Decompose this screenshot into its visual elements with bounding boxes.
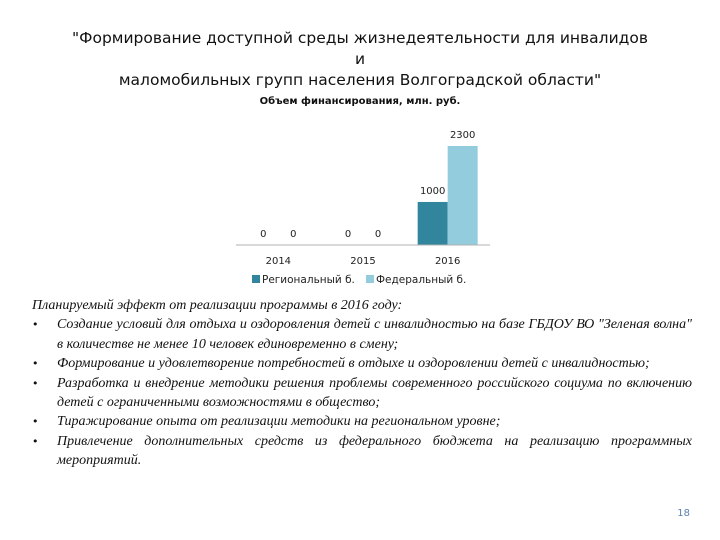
data-label: 1000 bbox=[419, 185, 446, 197]
x-tick-label: 2014 bbox=[265, 256, 292, 267]
effect-item bbox=[32, 412, 692, 431]
data-label: 0 bbox=[344, 229, 352, 240]
effect-item-text: Тиражирование опыта от реализации методики на региональном уровне; bbox=[57, 414, 501, 430]
x-tick-label: 2015 bbox=[350, 256, 376, 267]
data-label: 0 bbox=[260, 229, 267, 240]
legend-swatch bbox=[252, 275, 260, 283]
x-tick-label: 2016 bbox=[434, 256, 461, 267]
legend-label: Федеральный б. bbox=[376, 274, 467, 286]
effect-item-text: Создание условий для отдыха и оздоровления детей с инвалидностью на базе ГБДОУ ВО "Зеленая волна" в количестве не менее 10 человек единовременно в смену; bbox=[57, 317, 692, 352]
data-label: 0 bbox=[290, 229, 297, 240]
bullet-marker: • bbox=[32, 415, 39, 429]
effects-text-block bbox=[32, 296, 692, 471]
data-label: 0 bbox=[374, 229, 382, 240]
effects-intro: Планируемый эффект от реализации программы в 2016 году: bbox=[32, 298, 403, 313]
chart-plot-area bbox=[260, 130, 478, 245]
page-number: 18 bbox=[677, 508, 690, 519]
data-label: 2300 bbox=[449, 130, 476, 141]
effect-item bbox=[32, 354, 692, 373]
bullet-marker: • bbox=[32, 318, 39, 332]
x-axis-tick-labels bbox=[266, 256, 461, 267]
effects-list bbox=[32, 315, 692, 470]
slide-title-line-2: маломобильных групп населения Волгоградской области" bbox=[118, 71, 602, 89]
bullet-marker: • bbox=[32, 376, 39, 390]
bullet-marker: • bbox=[32, 357, 39, 371]
legend-label: Региональный б. bbox=[262, 274, 355, 286]
slide-title-line-1: "Формирование доступной среды жизнедеятельности для инвалидов и bbox=[72, 29, 648, 68]
effect-item-text: Формирование и удовлетворение потребностей в отдыхе и оздоровлении детей с инвалидностью; bbox=[57, 356, 650, 372]
chart-title: Объем финансирования, млн. руб. bbox=[259, 96, 461, 107]
bar bbox=[448, 146, 478, 245]
bullet-marker: • bbox=[32, 434, 39, 448]
effect-item-text: Привлечение дополнительных средств из федерального бюджета на реализацию программных мероприятий. bbox=[57, 433, 692, 469]
effect-item-text: Разработка и внедрение методики решения проблемы современного российского социума по включению детей с ограниченными возможностями в общество; bbox=[57, 375, 692, 411]
effect-item bbox=[32, 315, 692, 354]
effect-item bbox=[32, 432, 692, 471]
legend-swatch bbox=[366, 275, 374, 283]
chart-legend bbox=[252, 274, 466, 286]
bar bbox=[418, 202, 448, 245]
effect-item bbox=[32, 374, 692, 413]
